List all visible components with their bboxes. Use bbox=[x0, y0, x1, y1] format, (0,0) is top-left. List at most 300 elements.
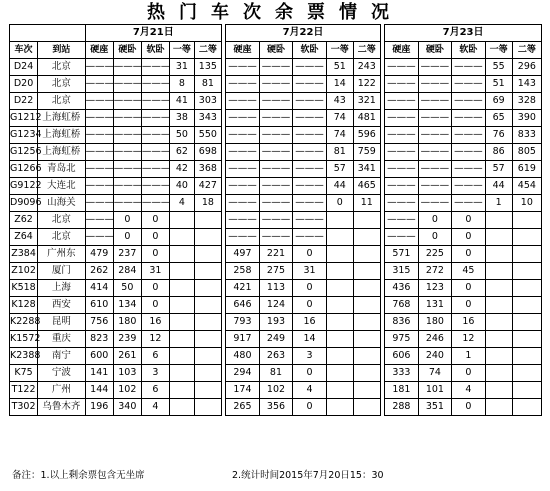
table-row bbox=[10, 195, 542, 212]
ticket-count-cell: 0 bbox=[452, 280, 486, 297]
ticket-count-cell bbox=[326, 229, 353, 246]
ticket-count-cell: 12 bbox=[452, 331, 486, 348]
ticket-count-cell: ——— bbox=[452, 93, 486, 110]
table-row bbox=[10, 229, 542, 246]
col-header-seat: 二等 bbox=[194, 42, 221, 59]
ticket-count-cell: ——— bbox=[85, 195, 113, 212]
ticket-count-cell: 356 bbox=[259, 399, 293, 416]
ticket-count-cell: 43 bbox=[326, 93, 353, 110]
ticket-count-cell: 196 bbox=[85, 399, 113, 416]
col-header-seat: 软卧 bbox=[293, 42, 327, 59]
ticket-count-cell: 975 bbox=[385, 331, 419, 348]
ticket-count-cell: ——— bbox=[293, 59, 327, 76]
ticket-count-cell: 328 bbox=[512, 93, 541, 110]
train-number: Z62 bbox=[10, 212, 38, 229]
ticket-count-cell: 480 bbox=[226, 348, 260, 365]
ticket-count-cell bbox=[485, 382, 512, 399]
page-title: 热门车次余票情况 bbox=[147, 2, 403, 23]
destination-station: 上海虹桥 bbox=[38, 110, 86, 127]
col-header-seat: 一等 bbox=[326, 42, 353, 59]
ticket-count-cell: ——— bbox=[85, 93, 113, 110]
ticket-count-cell bbox=[485, 280, 512, 297]
col-header-seat: 一等 bbox=[485, 42, 512, 59]
note-remaining-tickets: 备注：1.以上剩余票包含无坐席 bbox=[12, 470, 145, 481]
ticket-count-cell: 14 bbox=[326, 76, 353, 93]
ticket-count-cell: ——— bbox=[418, 93, 452, 110]
ticket-count-cell bbox=[170, 331, 195, 348]
ticket-count-cell: 38 bbox=[170, 110, 195, 127]
ticket-count-cell: ——— bbox=[85, 59, 113, 76]
destination-station: 北京 bbox=[38, 59, 86, 76]
ticket-count-cell bbox=[512, 314, 541, 331]
ticket-count-cell: 606 bbox=[385, 348, 419, 365]
ticket-count-cell: ——— bbox=[452, 178, 486, 195]
ticket-count-cell: 1 bbox=[452, 348, 486, 365]
ticket-count-cell: 246 bbox=[418, 331, 452, 348]
ticket-count-cell bbox=[170, 212, 195, 229]
ticket-count-cell: ——— bbox=[418, 144, 452, 161]
ticket-count-cell: 237 bbox=[113, 246, 141, 263]
train-number: G1212 bbox=[10, 110, 38, 127]
table-row bbox=[10, 110, 542, 127]
ticket-count-cell: ——— bbox=[113, 59, 141, 76]
col-header-seat: 二等 bbox=[353, 42, 380, 59]
train-number: D9096 bbox=[10, 195, 38, 212]
ticket-count-cell bbox=[170, 229, 195, 246]
ticket-count-cell bbox=[353, 399, 380, 416]
ticket-count-cell: ——— bbox=[226, 161, 260, 178]
train-number: K518 bbox=[10, 280, 38, 297]
ticket-count-cell: 18 bbox=[194, 195, 221, 212]
table-row bbox=[10, 127, 542, 144]
ticket-count-cell: 793 bbox=[226, 314, 260, 331]
ticket-count-cell: 0 bbox=[452, 246, 486, 263]
ticket-count-cell: 57 bbox=[485, 161, 512, 178]
ticket-count-cell: 74 bbox=[326, 110, 353, 127]
ticket-count-cell: 0 bbox=[418, 229, 452, 246]
ticket-count-cell: 333 bbox=[385, 365, 419, 382]
ticket-count-cell: 610 bbox=[85, 297, 113, 314]
ticket-count-cell: ——— bbox=[293, 127, 327, 144]
ticket-count-cell: ——— bbox=[385, 212, 419, 229]
ticket-count-cell: ——— bbox=[226, 93, 260, 110]
ticket-count-cell: ——— bbox=[113, 110, 141, 127]
ticket-count-cell: 768 bbox=[385, 297, 419, 314]
ticket-count-cell: ——— bbox=[293, 212, 327, 229]
table-row bbox=[10, 399, 542, 416]
ticket-count-cell bbox=[194, 314, 221, 331]
ticket-count-cell: ——— bbox=[418, 178, 452, 195]
ticket-count-cell: 294 bbox=[226, 365, 260, 382]
ticket-count-cell bbox=[194, 348, 221, 365]
ticket-count-cell: ——— bbox=[293, 161, 327, 178]
destination-station: 乌鲁木齐 bbox=[38, 399, 86, 416]
ticket-count-cell bbox=[326, 348, 353, 365]
table-row bbox=[10, 178, 542, 195]
table-row bbox=[10, 246, 542, 263]
ticket-count-cell: 284 bbox=[113, 263, 141, 280]
train-number: D20 bbox=[10, 76, 38, 93]
ticket-count-cell: ——— bbox=[226, 212, 260, 229]
ticket-count-cell: 481 bbox=[353, 110, 380, 127]
ticket-count-cell: ——— bbox=[452, 110, 486, 127]
ticket-count-cell: ——— bbox=[452, 195, 486, 212]
ticket-count-cell: 11 bbox=[353, 195, 380, 212]
ticket-count-cell: 44 bbox=[485, 178, 512, 195]
ticket-count-cell: 436 bbox=[385, 280, 419, 297]
ticket-count-cell: ——— bbox=[226, 178, 260, 195]
ticket-count-cell: 57 bbox=[326, 161, 353, 178]
ticket-count-cell bbox=[353, 382, 380, 399]
ticket-count-cell: 0 bbox=[293, 297, 327, 314]
ticket-count-cell: ——— bbox=[141, 110, 169, 127]
ticket-count-cell: 45 bbox=[452, 263, 486, 280]
ticket-count-cell: 14 bbox=[293, 331, 327, 348]
ticket-count-cell: 10 bbox=[512, 195, 541, 212]
ticket-count-cell: ——— bbox=[113, 178, 141, 195]
ticket-count-cell: 497 bbox=[226, 246, 260, 263]
ticket-count-cell bbox=[353, 348, 380, 365]
ticket-count-cell: 31 bbox=[170, 59, 195, 76]
ticket-count-cell: 180 bbox=[113, 314, 141, 331]
destination-station: 山海关 bbox=[38, 195, 86, 212]
ticket-count-cell: 351 bbox=[418, 399, 452, 416]
ticket-count-cell: 303 bbox=[194, 93, 221, 110]
ticket-count-cell bbox=[512, 399, 541, 416]
ticket-count-cell: ——— bbox=[113, 161, 141, 178]
ticket-count-cell: 479 bbox=[85, 246, 113, 263]
table-row bbox=[10, 59, 542, 76]
ticket-count-cell: 296 bbox=[512, 59, 541, 76]
ticket-count-cell: ——— bbox=[385, 76, 419, 93]
ticket-count-cell: ——— bbox=[259, 195, 293, 212]
ticket-count-cell: ——— bbox=[259, 59, 293, 76]
col-header-train: 车次 bbox=[10, 42, 38, 59]
col-header-seat: 二等 bbox=[512, 42, 541, 59]
train-number: G9122 bbox=[10, 178, 38, 195]
ticket-count-cell: 144 bbox=[85, 382, 113, 399]
col-header-seat: 硬座 bbox=[85, 42, 113, 59]
ticket-count-cell: 221 bbox=[259, 246, 293, 263]
ticket-count-cell: 16 bbox=[293, 314, 327, 331]
ticket-count-cell bbox=[170, 280, 195, 297]
ticket-count-cell bbox=[326, 280, 353, 297]
ticket-count-cell: ——— bbox=[452, 76, 486, 93]
ticket-count-cell: 341 bbox=[353, 161, 380, 178]
ticket-count-cell: ——— bbox=[259, 76, 293, 93]
ticket-count-cell: ——— bbox=[226, 195, 260, 212]
ticket-count-cell: ——— bbox=[85, 161, 113, 178]
ticket-count-cell: 917 bbox=[226, 331, 260, 348]
table-row bbox=[10, 212, 542, 229]
ticket-count-cell bbox=[512, 348, 541, 365]
ticket-count-cell: 0 bbox=[113, 212, 141, 229]
ticket-count-cell: 368 bbox=[194, 161, 221, 178]
ticket-count-cell bbox=[512, 212, 541, 229]
ticket-count-cell bbox=[353, 229, 380, 246]
ticket-count-cell: ——— bbox=[385, 161, 419, 178]
ticket-count-cell bbox=[194, 297, 221, 314]
ticket-count-cell: 340 bbox=[113, 399, 141, 416]
ticket-count-cell bbox=[353, 331, 380, 348]
ticket-count-cell: 124 bbox=[259, 297, 293, 314]
ticket-count-cell: 81 bbox=[194, 76, 221, 93]
ticket-count-cell: 275 bbox=[259, 263, 293, 280]
destination-station: 北京 bbox=[38, 212, 86, 229]
ticket-count-cell bbox=[194, 382, 221, 399]
ticket-count-cell bbox=[485, 229, 512, 246]
ticket-count-cell: ——— bbox=[226, 110, 260, 127]
ticket-count-cell: 134 bbox=[113, 297, 141, 314]
ticket-count-cell: 3 bbox=[293, 348, 327, 365]
ticket-count-cell: 0 bbox=[141, 246, 169, 263]
ticket-count-cell bbox=[485, 263, 512, 280]
ticket-count-cell: ——— bbox=[418, 195, 452, 212]
ticket-count-cell: 193 bbox=[259, 314, 293, 331]
ticket-count-cell bbox=[170, 263, 195, 280]
ticket-count-cell: 4 bbox=[170, 195, 195, 212]
ticket-count-cell: ——— bbox=[385, 195, 419, 212]
ticket-count-cell bbox=[485, 297, 512, 314]
ticket-count-cell bbox=[353, 212, 380, 229]
ticket-count-cell: ——— bbox=[259, 178, 293, 195]
ticket-count-cell bbox=[512, 382, 541, 399]
ticket-count-cell bbox=[170, 348, 195, 365]
ticket-count-cell: 272 bbox=[418, 263, 452, 280]
ticket-count-cell: 225 bbox=[418, 246, 452, 263]
ticket-count-cell bbox=[512, 297, 541, 314]
ticket-count-cell: 454 bbox=[512, 178, 541, 195]
ticket-count-cell: ——— bbox=[113, 76, 141, 93]
ticket-count-cell: 113 bbox=[259, 280, 293, 297]
ticket-count-cell: 0 bbox=[452, 229, 486, 246]
ticket-count-cell bbox=[170, 382, 195, 399]
ticket-count-cell: 12 bbox=[141, 331, 169, 348]
ticket-count-cell: 50 bbox=[170, 127, 195, 144]
ticket-count-cell: 249 bbox=[259, 331, 293, 348]
ticket-count-cell bbox=[326, 212, 353, 229]
ticket-count-cell: ——— bbox=[141, 161, 169, 178]
ticket-count-cell: ——— bbox=[141, 59, 169, 76]
train-number: D22 bbox=[10, 93, 38, 110]
footnotes bbox=[12, 469, 542, 483]
ticket-count-cell: ——— bbox=[85, 127, 113, 144]
ticket-count-cell: 343 bbox=[194, 110, 221, 127]
ticket-count-cell: 239 bbox=[113, 331, 141, 348]
ticket-count-cell bbox=[194, 280, 221, 297]
destination-station: 上海虹桥 bbox=[38, 144, 86, 161]
ticket-count-cell: 0 bbox=[418, 212, 452, 229]
ticket-count-cell: 174 bbox=[226, 382, 260, 399]
col-header-seat: 软卧 bbox=[452, 42, 486, 59]
destination-station: 昆明 bbox=[38, 314, 86, 331]
ticket-count-cell: ——— bbox=[293, 178, 327, 195]
ticket-count-cell: ——— bbox=[418, 110, 452, 127]
ticket-count-cell: ——— bbox=[85, 178, 113, 195]
ticket-count-cell bbox=[353, 297, 380, 314]
ticket-count-cell: 465 bbox=[353, 178, 380, 195]
ticket-count-cell: 0 bbox=[141, 212, 169, 229]
ticket-count-cell: 596 bbox=[353, 127, 380, 144]
ticket-count-cell bbox=[194, 246, 221, 263]
ticket-count-cell: 131 bbox=[418, 297, 452, 314]
destination-station: 广州 bbox=[38, 382, 86, 399]
ticket-count-cell: ——— bbox=[385, 144, 419, 161]
table-row bbox=[10, 93, 542, 110]
ticket-count-cell: 619 bbox=[512, 161, 541, 178]
ticket-count-cell: ——— bbox=[113, 195, 141, 212]
ticket-count-cell: 261 bbox=[113, 348, 141, 365]
date-header-row bbox=[10, 25, 542, 42]
ticket-count-cell: 263 bbox=[259, 348, 293, 365]
note-stat-time: 2.统计时间2015年7月20日15：30 bbox=[232, 470, 384, 481]
ticket-count-cell: ——— bbox=[85, 229, 113, 246]
ticket-count-cell: 823 bbox=[85, 331, 113, 348]
ticket-count-cell: ——— bbox=[259, 93, 293, 110]
ticket-count-cell: 6 bbox=[141, 348, 169, 365]
ticket-count-cell: 74 bbox=[326, 127, 353, 144]
ticket-count-cell: ——— bbox=[293, 195, 327, 212]
ticket-count-cell: ——— bbox=[259, 161, 293, 178]
ticket-count-cell: 135 bbox=[194, 59, 221, 76]
ticket-count-cell: ——— bbox=[141, 195, 169, 212]
ticket-count-cell: 4 bbox=[141, 399, 169, 416]
destination-station: 宁波 bbox=[38, 365, 86, 382]
ticket-count-cell: 40 bbox=[170, 178, 195, 195]
col-header-seat: 软卧 bbox=[141, 42, 169, 59]
ticket-count-cell: 836 bbox=[385, 314, 419, 331]
ticket-count-cell: 51 bbox=[485, 76, 512, 93]
ticket-count-cell bbox=[194, 212, 221, 229]
ticket-count-cell: 81 bbox=[259, 365, 293, 382]
table-row bbox=[10, 280, 542, 297]
destination-station: 西安 bbox=[38, 297, 86, 314]
train-number: Z64 bbox=[10, 229, 38, 246]
ticket-count-cell: 16 bbox=[452, 314, 486, 331]
ticket-count-cell: 0 bbox=[141, 297, 169, 314]
destination-station: 重庆 bbox=[38, 331, 86, 348]
table-row bbox=[10, 314, 542, 331]
ticket-count-cell: ——— bbox=[141, 93, 169, 110]
ticket-count-cell bbox=[170, 314, 195, 331]
ticket-count-cell: 315 bbox=[385, 263, 419, 280]
ticket-count-cell: 62 bbox=[170, 144, 195, 161]
destination-station: 北京 bbox=[38, 76, 86, 93]
date-header: 7月23日 bbox=[385, 25, 542, 42]
train-number: T302 bbox=[10, 399, 38, 416]
ticket-count-cell: 240 bbox=[418, 348, 452, 365]
col-header-seat: 硬座 bbox=[385, 42, 419, 59]
ticket-count-cell: 0 bbox=[141, 229, 169, 246]
ticket-count-cell: 0 bbox=[293, 280, 327, 297]
table-row bbox=[10, 331, 542, 348]
ticket-count-cell: 50 bbox=[113, 280, 141, 297]
destination-station: 广州东 bbox=[38, 246, 86, 263]
ticket-count-cell: 0 bbox=[452, 365, 486, 382]
ticket-count-cell bbox=[485, 212, 512, 229]
train-number: K128 bbox=[10, 297, 38, 314]
train-number: Z384 bbox=[10, 246, 38, 263]
date-header: 7月22日 bbox=[226, 25, 381, 42]
table-row bbox=[10, 365, 542, 382]
ticket-count-cell: 31 bbox=[141, 263, 169, 280]
ticket-count-cell: 262 bbox=[85, 263, 113, 280]
ticket-count-cell: ——— bbox=[226, 76, 260, 93]
ticket-count-cell bbox=[353, 280, 380, 297]
ticket-count-cell: 69 bbox=[485, 93, 512, 110]
train-number: D24 bbox=[10, 59, 38, 76]
date-header: 7月21日 bbox=[85, 25, 221, 42]
ticket-count-cell: ——— bbox=[293, 229, 327, 246]
ticket-count-cell: ——— bbox=[259, 110, 293, 127]
ticket-count-cell: ——— bbox=[226, 144, 260, 161]
ticket-count-cell bbox=[512, 229, 541, 246]
table-row bbox=[10, 348, 542, 365]
ticket-count-cell: 181 bbox=[385, 382, 419, 399]
ticket-count-cell bbox=[326, 331, 353, 348]
destination-station: 大连北 bbox=[38, 178, 86, 195]
ticket-count-cell: 646 bbox=[226, 297, 260, 314]
ticket-count-cell bbox=[485, 331, 512, 348]
ticket-count-cell bbox=[353, 263, 380, 280]
ticket-count-cell: 288 bbox=[385, 399, 419, 416]
ticket-count-cell: 421 bbox=[226, 280, 260, 297]
ticket-count-cell: ——— bbox=[259, 144, 293, 161]
ticket-count-cell: 600 bbox=[85, 348, 113, 365]
ticket-count-cell: 42 bbox=[170, 161, 195, 178]
ticket-count-cell bbox=[170, 399, 195, 416]
table-row bbox=[10, 161, 542, 178]
ticket-count-cell bbox=[194, 365, 221, 382]
ticket-count-cell: 8 bbox=[170, 76, 195, 93]
ticket-count-cell bbox=[353, 314, 380, 331]
ticket-count-cell: 141 bbox=[85, 365, 113, 382]
ticket-count-cell bbox=[485, 399, 512, 416]
ticket-count-cell: ——— bbox=[141, 144, 169, 161]
ticket-count-cell bbox=[485, 365, 512, 382]
ticket-count-cell: ——— bbox=[226, 229, 260, 246]
destination-station: 北京 bbox=[38, 229, 86, 246]
ticket-count-cell bbox=[194, 263, 221, 280]
table-row bbox=[10, 297, 542, 314]
train-number: Z102 bbox=[10, 263, 38, 280]
ticket-count-cell bbox=[326, 399, 353, 416]
destination-station: 北京 bbox=[38, 93, 86, 110]
ticket-count-cell bbox=[326, 246, 353, 263]
ticket-count-cell: ——— bbox=[85, 212, 113, 229]
ticket-count-cell: ——— bbox=[85, 144, 113, 161]
col-header-seat: 硬座 bbox=[226, 42, 260, 59]
ticket-count-cell bbox=[512, 365, 541, 382]
header-blank bbox=[10, 25, 86, 42]
destination-station: 南宁 bbox=[38, 348, 86, 365]
ticket-count-cell: ——— bbox=[113, 93, 141, 110]
ticket-count-cell: 427 bbox=[194, 178, 221, 195]
ticket-count-cell: ——— bbox=[259, 127, 293, 144]
ticket-count-cell: ——— bbox=[452, 161, 486, 178]
ticket-count-cell: ——— bbox=[385, 178, 419, 195]
ticket-count-cell: 76 bbox=[485, 127, 512, 144]
ticket-count-cell: 414 bbox=[85, 280, 113, 297]
destination-station: 青岛北 bbox=[38, 161, 86, 178]
ticket-count-cell bbox=[194, 399, 221, 416]
ticket-count-cell: 51 bbox=[326, 59, 353, 76]
ticket-count-cell: ——— bbox=[452, 59, 486, 76]
ticket-count-cell: 0 bbox=[293, 246, 327, 263]
ticket-count-cell bbox=[194, 331, 221, 348]
ticket-count-cell: 81 bbox=[326, 144, 353, 161]
ticket-count-cell: 0 bbox=[293, 365, 327, 382]
